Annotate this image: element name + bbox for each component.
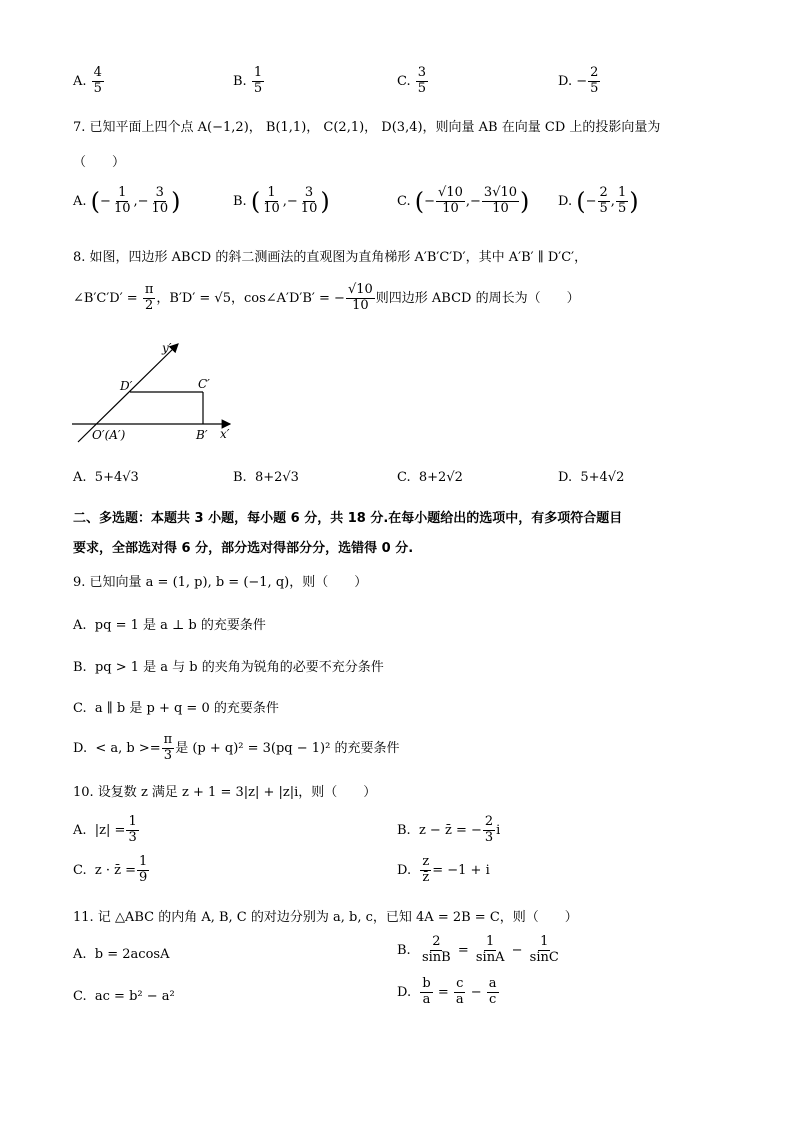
- q8-option-b: B. 8+2√3: [233, 470, 299, 485]
- q6-option-c: C. $\frac{3}{5}$: [397, 65, 427, 96]
- y-axis-label: y′: [162, 341, 172, 355]
- q11-stem: 11. 记 △ABC 的内角 A, B, C 的对边分别为 a, b, c，已知 4A = 2B = C，则（ ）: [73, 910, 578, 925]
- q7-stem: 7. 已知平面上四个点 A(−1,2)， B(1,1)， C(2,1)， D(3,4)，则向量 AB 在向量 CD 上的投影向量为: [73, 120, 661, 135]
- q8-option-c: C. 8+2√2: [397, 470, 463, 485]
- q11-option-d: D. $\frac{b}{a}$ = $\frac{c}{a}$ − $\frac{a}{c}$: [397, 976, 497, 1007]
- q9-option-c: C. a ∥ b 是 p + q = 0 的充要条件: [73, 701, 279, 716]
- q6-option-b: B. $\frac{1}{5}$: [233, 65, 263, 96]
- fraction: $\frac{1}{5}$: [253, 65, 263, 96]
- q8-option-a: A. 5+4√3: [73, 470, 139, 485]
- q10-stem: 10. 设复数 z 满足 z + 1 = 3|z| + |z|i，则（ ）: [73, 785, 377, 800]
- q6-option-a: A. $\frac{4}{5}$: [73, 65, 102, 96]
- q9-option-a: A. pq = 1 是 a ⊥ b 的充要条件: [73, 618, 266, 633]
- q11-option-a: A. b = 2acosA: [73, 947, 170, 962]
- label-c: C′: [198, 377, 210, 391]
- label-d: D′: [120, 379, 133, 393]
- label-b: B′: [196, 428, 208, 442]
- q10-option-b: B. z − z̄ = − $\frac{2}{3}$ i: [397, 814, 501, 845]
- q8-stem-line2: ∠B′C′D′ = $\frac{\pi}{2}$ ，B′D′ = √5，cos∠A′D′B′ = − $\frac{√10}{10}$ 则四边形 ABCD 的周长为（ ）: [73, 282, 580, 313]
- fraction: $\frac{3}{5}$: [417, 65, 427, 96]
- q9-stem: 9. 已知向量 a = (1, p), b = (−1, q)，则（ ）: [73, 575, 368, 590]
- section2-heading-line2: 要求，全部选对得 6 分，部分选对得部分分，选错得 0 分.: [73, 541, 414, 556]
- q9-option-d: D. < a, b >= $\frac{\pi}{3}$ 是 (p + q)² = 3(pq − 1)² 的充要条件: [73, 732, 400, 763]
- fraction: $\frac{\pi}{2}$: [144, 282, 154, 313]
- fraction: $\frac{4}{5}$: [93, 65, 102, 96]
- q6-option-d: D. − $\frac{2}{5}$: [558, 65, 599, 96]
- q11-option-c: C. ac = b² − a²: [73, 989, 175, 1004]
- q10-option-a: A. |z| = $\frac{1}{3}$: [73, 814, 137, 845]
- fraction: $\frac{√10}{10}$: [347, 282, 373, 313]
- q7-option-a: A. (− $\frac{1}{10}$ ,− $\frac{3}{10}$ ): [73, 185, 181, 216]
- q10-option-c: C. z · z̄ = $\frac{1}{9}$: [73, 854, 148, 885]
- x-axis-label: x′: [220, 427, 230, 441]
- q7-option-d: D. (− $\frac{2}{5}$ , $\frac{1}{5}$ ): [558, 185, 639, 216]
- q9-option-b: B. pq > 1 是 a 与 b 的夹角为锐角的必要不充分条件: [73, 660, 384, 675]
- q8-option-d: D. 5+4√2: [558, 470, 625, 485]
- q8-stem-line1: 8. 如图，四边形 ABCD 的斜二测画法的直观图为直角梯形 A′B′C′D′，其中 A′B′ ∥ D′C′，: [73, 250, 588, 265]
- q11-option-b: B. $\frac{2}{\sin B}$ = $\frac{1}{\sin A}$ − $\frac{1}{\sin C}$: [397, 934, 559, 965]
- q7-option-c: C. (− $\frac{√10}{10}$ ,− $\frac{3√10}{10}$ ): [397, 185, 530, 216]
- q7-blank: （ ）: [73, 155, 126, 170]
- label-o: O′(A′): [92, 428, 126, 442]
- q8-intuitive-figure: [70, 338, 240, 448]
- q10-option-d: D. $\frac{z}{z̄}$ = −1 + i: [397, 854, 490, 885]
- fraction: $\frac{2}{5}$: [590, 65, 599, 96]
- q7-option-b: B. ( $\frac{1}{10}$ ,− $\frac{3}{10}$ ): [233, 185, 330, 216]
- section2-heading-line1: 二、多选题：本题共 3 小题，每小题 6 分，共 18 分.在每小题给出的选项中，有多项符合题目: [73, 511, 623, 526]
